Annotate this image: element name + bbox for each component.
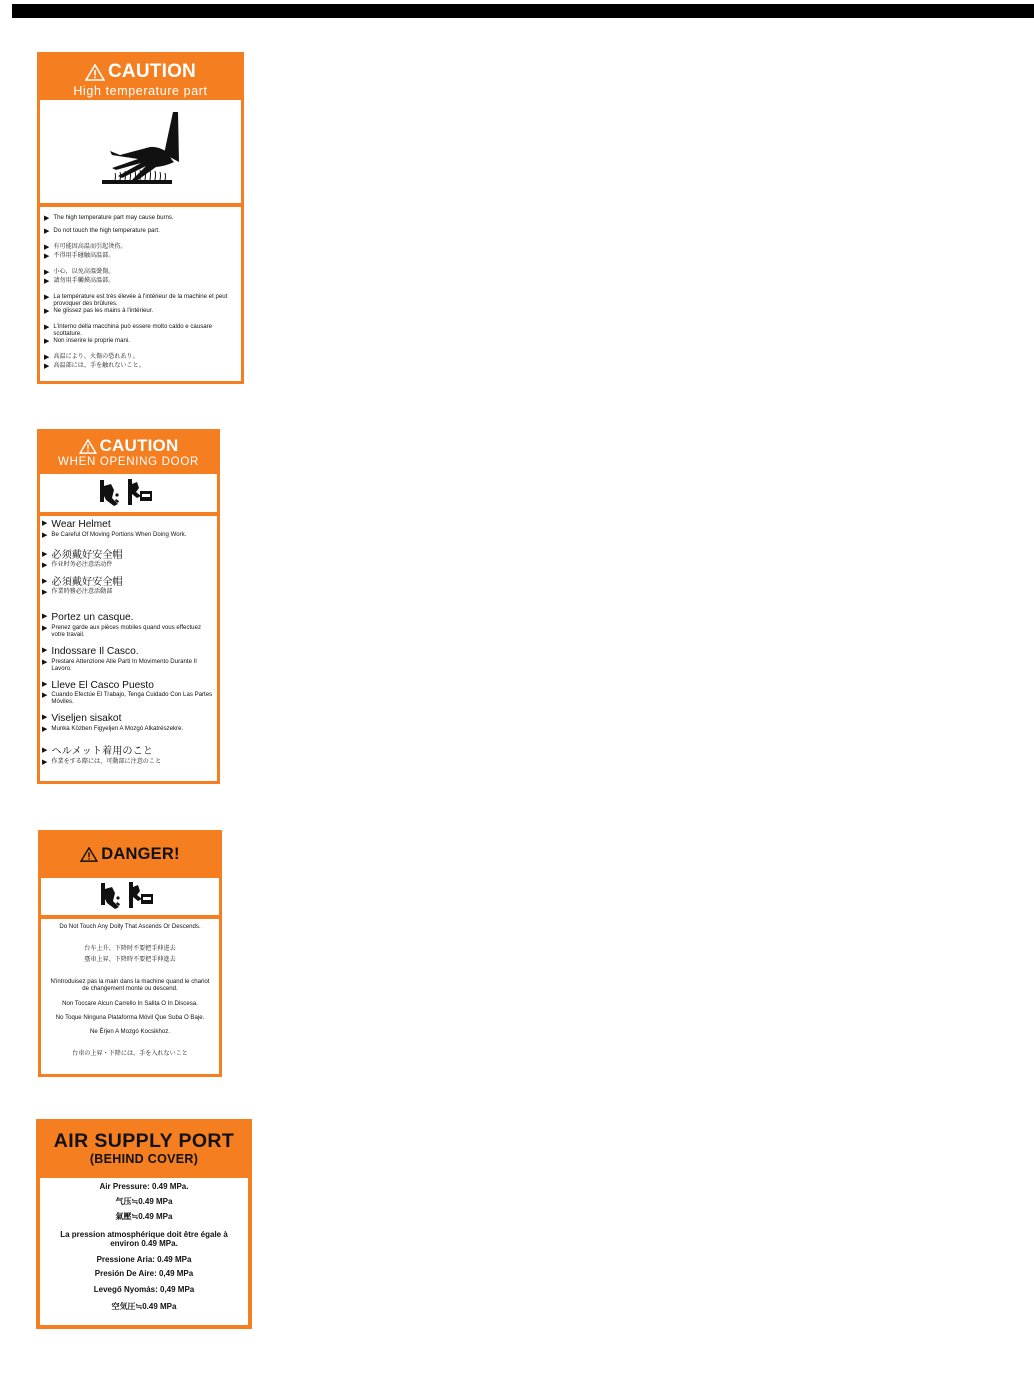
- label-subtitle: (BEHIND COVER): [89, 1152, 199, 1166]
- caution-opening-door-label: [37, 429, 220, 784]
- list-item: ▶ L'interno della macchina può essere molto caldo e causare scottature.: [44, 323, 213, 338]
- list-item: ▶ Portez un casque.: [42, 612, 134, 624]
- list-item: ▶ La température est très élevée à l'intérieur de la machine et peut provoquer des brûlures.: [44, 293, 228, 308]
- list-item: ▶ Indossare Il Casco.: [42, 646, 139, 658]
- list-item: 氣壓≒0.49 MPa: [115, 1212, 173, 1222]
- list-item: ▶ The high temperature part may cause burns.: [44, 214, 174, 222]
- list-item: Presión De Aire: 0,49 MPa: [94, 1269, 194, 1279]
- label-header: [37, 52, 244, 98]
- list-item: ▶ 高温により、火傷の恐れあり。: [44, 353, 139, 362]
- list-item: ▶ Prestare Attenzione Alle Parti In Movimento Durante Il Lavoro.: [42, 657, 197, 672]
- label-title: [38, 830, 222, 878]
- label-header: [37, 429, 220, 468]
- title-text: DANGER!: [101, 844, 180, 863]
- list-item: Ne Érjen A Mozgó Kocsikhoz.: [90, 1028, 170, 1036]
- list-item: ▶ Wear Helmet: [42, 519, 111, 530]
- caution-high-temperature-label: [37, 52, 244, 384]
- label-header: [36, 1119, 252, 1166]
- list-item: ▶ 作業時務必注意活動部: [42, 588, 113, 597]
- list-item: ▶ 必須戴好安全帽: [42, 576, 123, 588]
- label-title: [37, 429, 220, 458]
- list-item: 台车上升、下降时不要把手伸进去: [84, 945, 176, 953]
- warning-triangle-icon: [79, 439, 97, 454]
- list-item: ▶ 不得用手碰触高温部。: [44, 252, 115, 261]
- label-title: [37, 52, 244, 86]
- list-item: ▶ Lleve El Casco Puesto: [42, 679, 154, 691]
- label-header: [38, 830, 222, 878]
- list-item: ▶ 必须戴好安全帽: [42, 549, 123, 561]
- top-rule: [12, 4, 1034, 18]
- list-item: Pressione Aria: 0.49 MPa: [96, 1254, 192, 1264]
- danger-dolly-label: [38, 830, 222, 1077]
- list-item: ▶ Do not touch the high temperature part.: [44, 227, 160, 236]
- list-item: ▶ Ne glissez pas les mains à l'intérieur.: [44, 307, 154, 316]
- list-item: N'introduisez pas la main dans la machine quand le chariot de changement monte ou descend.: [50, 977, 210, 993]
- list-item: ▶ 高温部には、手を触れないこと。: [44, 362, 145, 371]
- label-title: AIR SUPPLY PORT: [53, 1129, 235, 1152]
- list-item: Do Not Touch Any Dolly That Ascends Or Descends.: [59, 923, 201, 930]
- list-item: ▶ Prenez garde aux pièces mobiles quand vous effectuez votre travail.: [42, 624, 202, 639]
- warning-triangle-icon: [85, 64, 105, 81]
- list-item: 臺車上昇、下降時不要把手伸進去: [84, 955, 176, 963]
- list-item: ▶ Cuando Efectúe El Trabajo, Tenga Cuidado Con Las Partes Móviles.: [42, 691, 213, 706]
- label-subtitle: High temperature part: [73, 84, 208, 98]
- title-text: CAUTION: [99, 436, 179, 455]
- label-subtitle: WHEN OPENING DOOR: [58, 456, 199, 468]
- hand-crush-hazard-icon: [40, 474, 217, 512]
- hot-surface-hand-icon: [40, 100, 241, 203]
- list-item: ▶ 請勿用手觸摸高溫部。: [44, 277, 115, 286]
- hand-crush-hazard-icon: [41, 878, 219, 915]
- list-item: ▶ 小心，以免高溫燙傷。: [44, 268, 115, 277]
- list-item: ▶ Viseljen sisakot: [42, 713, 122, 725]
- list-item: ▶ ヘルメット着用のこと: [42, 746, 153, 758]
- warning-text-list: [40, 207, 241, 381]
- list-item: Air Pressure: 0.49 MPa.: [99, 1182, 189, 1191]
- air-supply-port-label: [36, 1119, 252, 1329]
- list-item: ▶ 有可能因高温而引起烫伤。: [44, 243, 127, 252]
- list-item: ▶ Non inserire le proprie mani.: [44, 337, 130, 346]
- warning-text-list: [40, 516, 217, 781]
- list-item: ▶ Munka Közben Figyeljen A Mozgó Alkatrészekre.: [42, 725, 184, 734]
- list-item: Non Toccare Alcun Carrello In Salita O In Discesa.: [62, 999, 198, 1007]
- list-item: ▶ 作業をする際には、可動部に注意のこと: [42, 757, 162, 766]
- title-text: CAUTION: [108, 61, 196, 82]
- list-item: 台車の上昇・下降には、手を入れないこと: [72, 1049, 188, 1057]
- list-item: 气压≒0.49 MPa: [115, 1197, 173, 1207]
- list-item: No Toque Ninguna Plataforma Móvil Que Suba O Baje.: [55, 1013, 205, 1021]
- air-pressure-text-list: [40, 1178, 248, 1325]
- warning-text-list: [41, 919, 219, 1074]
- list-item: 空気圧≒0.49 MPa: [111, 1301, 177, 1311]
- list-item: ▶ Be Careful Of Moving Portions When Doing Work.: [42, 530, 187, 539]
- list-item: La pression atmosphérique doit être égale à environ 0.49 MPa.: [60, 1229, 228, 1248]
- list-item: Levegő Nyomás: 0,49 MPa: [93, 1285, 195, 1295]
- list-item: ▶ 作业时务必注意活动件: [42, 561, 113, 570]
- warning-triangle-icon: [80, 847, 98, 862]
